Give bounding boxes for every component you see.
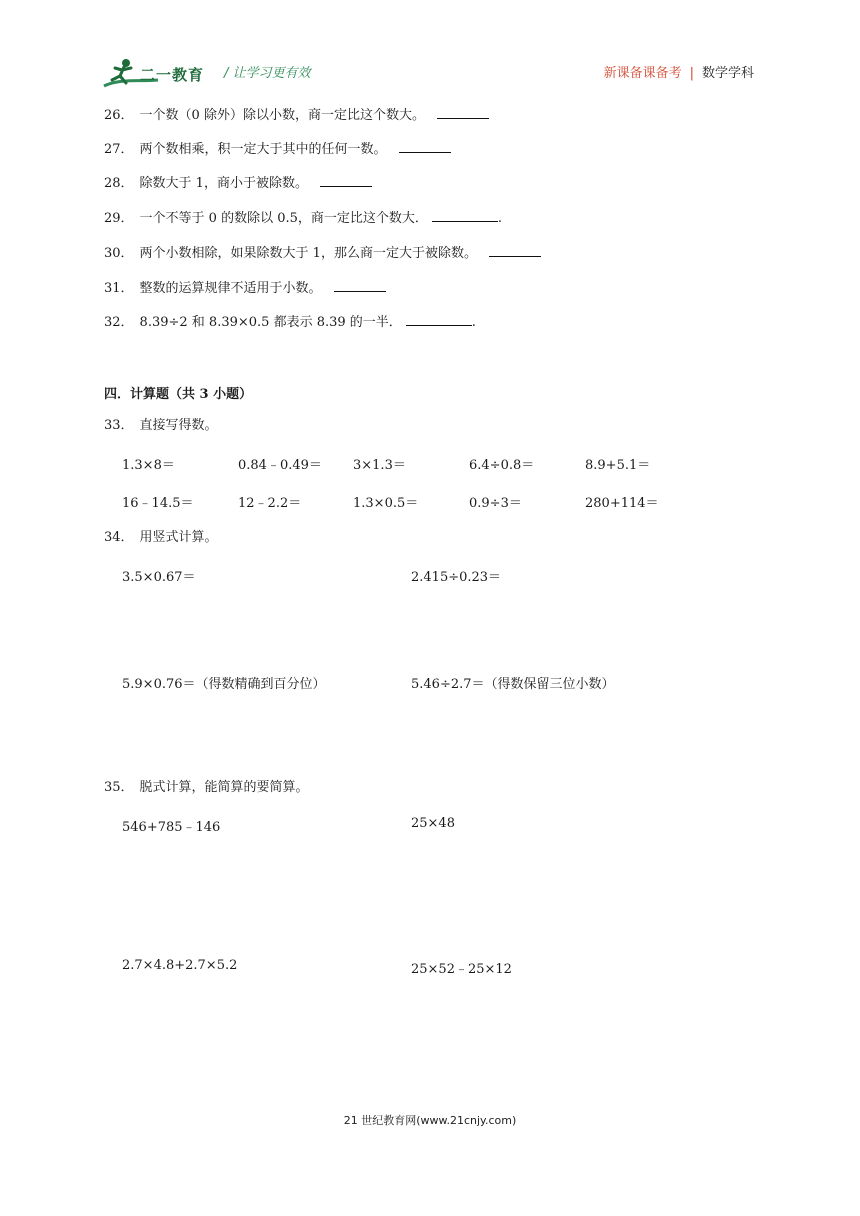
section-title: 四．计算题（共 3 小题）	[104, 387, 253, 402]
question-suffix: .	[497, 211, 503, 226]
question-text: 两个小数相除，如果除数大于 1，那么商一定大于被除数。	[139, 246, 477, 261]
slogan: / 让学习更有效	[224, 66, 311, 81]
answer-blank[interactable]	[320, 174, 372, 187]
vertical-calc-item: 2.415÷0.23＝	[411, 570, 502, 585]
question-text: 用竖式计算。	[139, 530, 218, 545]
answer-blank[interactable]	[406, 313, 472, 326]
course-label: 新课备课备考	[603, 66, 682, 81]
direct-calc-item: 6.4÷0.8＝	[469, 458, 535, 473]
direct-calc-item: 280+114＝	[585, 496, 659, 511]
header-separator: |	[689, 66, 694, 81]
question-text: 整数的运算规律不适用于小数。	[139, 281, 322, 296]
question-number: 33．	[104, 418, 134, 433]
question-33	[104, 417, 218, 435]
page-header	[100, 52, 760, 92]
page-footer: 21 世纪教育网(www.21cnjy.com)	[343, 1114, 517, 1127]
answer-blank[interactable]	[399, 140, 451, 153]
answer-blank[interactable]	[334, 279, 386, 292]
question-number: 27．	[104, 142, 134, 157]
question-28	[104, 174, 372, 193]
logo-text: 二一教育	[140, 66, 205, 84]
answer-blank[interactable]	[432, 209, 498, 222]
question-number: 31．	[104, 281, 134, 296]
answer-blank[interactable]	[489, 244, 541, 257]
question-29	[104, 209, 502, 228]
question-text: 脱式计算，能简算的要简算。	[139, 780, 309, 795]
question-text: 除数大于 1，商小于被除数。	[139, 176, 308, 191]
question-number: 35．	[104, 780, 134, 795]
question-27	[104, 140, 451, 159]
stepwise-calc-item: 2.7×4.8+2.7×5.2	[122, 958, 238, 973]
question-number: 29．	[104, 211, 134, 226]
question-number: 34．	[104, 530, 134, 545]
question-26	[104, 106, 489, 125]
question-30	[104, 244, 541, 263]
stepwise-calc-item: 25×48	[411, 816, 455, 831]
subject-label: 数学学科	[701, 66, 754, 81]
question-number: 26．	[104, 108, 134, 123]
vertical-calc-item: 5.46÷2.7＝（得数保留三位小数）	[411, 677, 615, 692]
question-number: 32．	[104, 315, 134, 330]
question-number: 30．	[104, 246, 134, 261]
stepwise-calc-item: 25×52﹣25×12	[411, 962, 512, 977]
direct-calc-item: 16﹣14.5＝	[122, 496, 194, 511]
question-text: 一个不等于 0 的数除以 0.5，商一定比这个数大．	[139, 211, 428, 226]
question-text: 两个数相乘，积一定大于其中的任何一数。	[139, 142, 387, 157]
direct-calc-item: 3×1.3＝	[353, 458, 406, 473]
direct-calc-item: 0.9÷3＝	[469, 496, 522, 511]
question-text: 8.39÷2 和 8.39×0.5 都表示 8.39 的一半．	[139, 315, 402, 330]
direct-calc-item: 1.3×8＝	[122, 458, 175, 473]
question-35	[104, 779, 309, 797]
vertical-calc-item: 3.5×0.67＝	[122, 570, 196, 585]
stepwise-calc-item: 546+785﹣146	[122, 820, 221, 835]
direct-calc-item: 1.3×0.5＝	[353, 496, 419, 511]
direct-calc-row-1	[122, 454, 742, 472]
answer-blank[interactable]	[437, 106, 489, 119]
direct-calc-row-2	[122, 492, 742, 510]
question-31	[104, 279, 386, 298]
question-suffix: .	[471, 315, 476, 330]
direct-calc-item: 12﹣2.2＝	[238, 496, 302, 511]
question-text: 一个数（0 除外）除以小数，商一定比这个数大。	[139, 108, 425, 123]
direct-calc-item: 0.84﹣0.49＝	[238, 458, 322, 473]
question-number: 28．	[104, 176, 134, 191]
vertical-calc-item: 5.9×0.76＝（得数精确到百分位）	[122, 677, 326, 692]
question-text: 直接写得数。	[139, 418, 218, 433]
question-32	[104, 313, 476, 332]
question-34	[104, 529, 218, 547]
direct-calc-item: 8.9+5.1＝	[585, 458, 651, 473]
header-right	[604, 62, 754, 81]
